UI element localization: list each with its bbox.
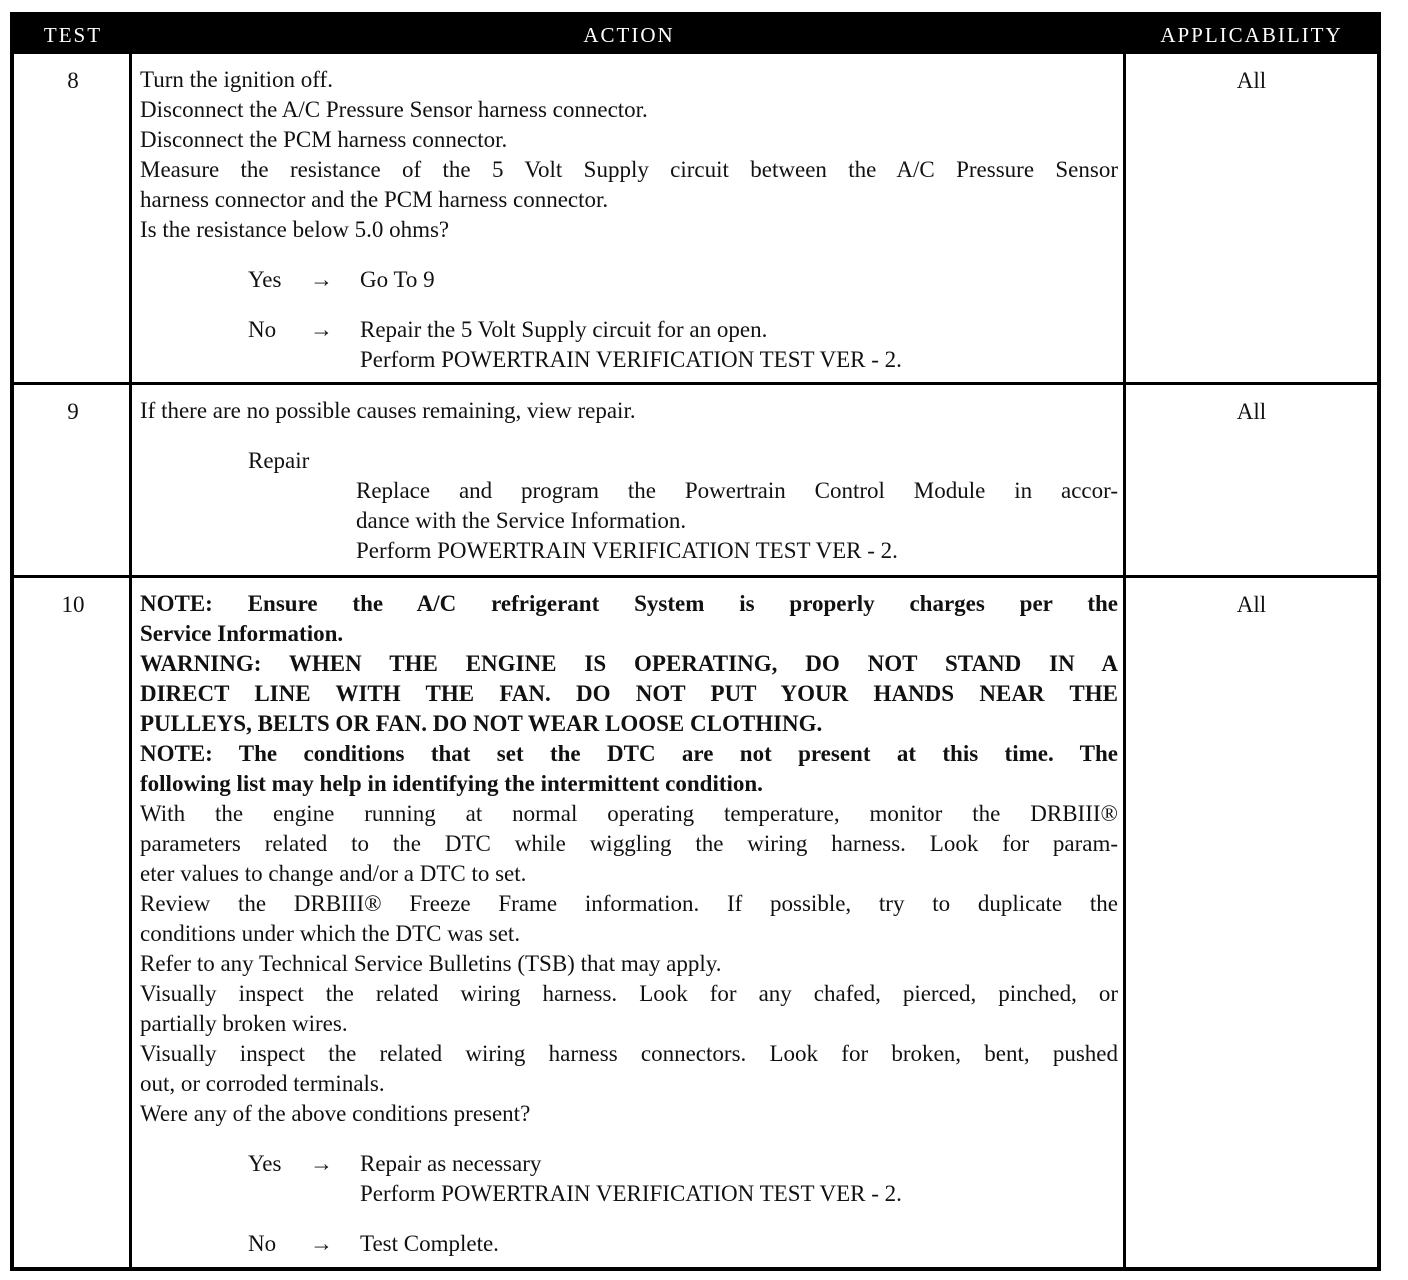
no-label: No: [248, 1231, 277, 1256]
action-line: harness connector and the PCM harness connector.: [140, 187, 609, 212]
note-line: NOTE: The conditions that set the DTC are not present at this time. The: [140, 741, 1118, 766]
yes-branch: [140, 265, 1118, 295]
action-line: Disconnect the A/C Pressure Sensor harness connector.: [140, 97, 648, 122]
diagnostic-table: [10, 12, 1381, 1271]
yes-branch: [140, 1149, 1118, 1179]
warning-line: PULLEYS, BELTS OR FAN. DO NOT WEAR LOOSE CLOTHING.: [140, 711, 823, 736]
test-number: 10: [61, 592, 85, 617]
action-line: conditions under which the DTC was set.: [140, 921, 521, 946]
action-line: out, or corroded terminals.: [140, 1071, 385, 1096]
action-line: Disconnect the PCM harness connector.: [140, 127, 508, 152]
action-line: With the engine running at normal operating temperature, monitor the DRBIII®: [140, 801, 1118, 826]
repair-line: dance with the Service Information.: [356, 508, 687, 533]
test-number: 9: [67, 399, 79, 424]
header-action: ACTION: [583, 23, 675, 47]
action-line: eter values to change and/or a DTC to set.: [140, 861, 527, 886]
yes-label: Yes: [248, 267, 282, 292]
yes-result: Go To 9: [360, 267, 435, 292]
repair-text: [140, 476, 1118, 566]
arrow-right-icon: →: [310, 317, 333, 342]
action-line: Is the resistance below 5.0 ohms?: [140, 217, 450, 242]
no-branch: [140, 1229, 1118, 1259]
table-header: [14, 16, 1377, 54]
yes-label: Yes: [248, 1151, 282, 1176]
repair-label: Repair: [248, 448, 310, 473]
note-line: following list may help in identifying the intermittent condition.: [140, 771, 763, 796]
table-row: [14, 578, 1377, 1267]
action-line: parameters related to the DTC while wiggling the wiring harness. Look for param-: [140, 831, 1118, 856]
no-label: No: [248, 317, 277, 342]
action-line: Turn the ignition off.: [140, 67, 333, 92]
action-cell: [140, 65, 1118, 375]
applicability-value: All: [1236, 399, 1267, 424]
action-line: Refer to any Technical Service Bulletins (TSB) that may apply.: [140, 951, 722, 976]
arrow-right-icon: →: [310, 1151, 333, 1176]
action-line: Were any of the above conditions present?: [140, 1101, 531, 1126]
action-line: Review the DRBIII® Freeze Frame information. If possible, try to duplicate the: [140, 891, 1118, 916]
no-branch: [140, 315, 1118, 345]
arrow-right-icon: →: [310, 267, 333, 292]
yes-result: Repair as necessary: [360, 1151, 542, 1176]
action-line: Visually inspect the related wiring harness. Look for any chafed, pierced, pinched, or: [140, 981, 1118, 1006]
action-line: partially broken wires.: [140, 1011, 348, 1036]
header-applicability: APPLICABILITY: [1160, 23, 1343, 47]
repair-line: Perform POWERTRAIN VERIFICATION TEST VER - 2.: [356, 538, 898, 563]
no-result: Repair the 5 Volt Supply circuit for an open.: [360, 317, 768, 342]
table-row: [14, 385, 1377, 575]
applicability-value: All: [1236, 68, 1267, 93]
warning-line: DIRECT LINE WITH THE FAN. DO NOT PUT YOUR HANDS NEAR THE: [140, 681, 1118, 706]
note-line: NOTE: Ensure the A/C refrigerant System is properly charges per the: [140, 591, 1118, 616]
action-cell: [140, 589, 1118, 1259]
action-line: Visually inspect the related wiring harness connectors. Look for broken, bent, pushed: [140, 1041, 1118, 1066]
note-line: Service Information.: [140, 621, 344, 646]
header-test: TEST: [43, 23, 103, 47]
repair-line: Replace and program the Powertrain Control Module in accor-: [356, 478, 1118, 503]
test-number: 8: [67, 68, 79, 93]
action-line: If there are no possible causes remaining, view repair.: [140, 398, 636, 423]
no-result-continued: Perform POWERTRAIN VERIFICATION TEST VER - 2.: [360, 347, 902, 372]
yes-result-continued: Perform POWERTRAIN VERIFICATION TEST VER - 2.: [360, 1181, 902, 1206]
action-cell: [140, 396, 1118, 566]
arrow-right-icon: →: [310, 1231, 333, 1256]
action-line: Measure the resistance of the 5 Volt Supply circuit between the A/C Pressure Sensor: [140, 157, 1118, 182]
no-result: Test Complete.: [360, 1231, 499, 1256]
warning-line: WARNING: WHEN THE ENGINE IS OPERATING, DO NOT STAND IN A: [140, 651, 1118, 676]
table-row: [14, 54, 1377, 382]
applicability-value: All: [1236, 592, 1267, 617]
